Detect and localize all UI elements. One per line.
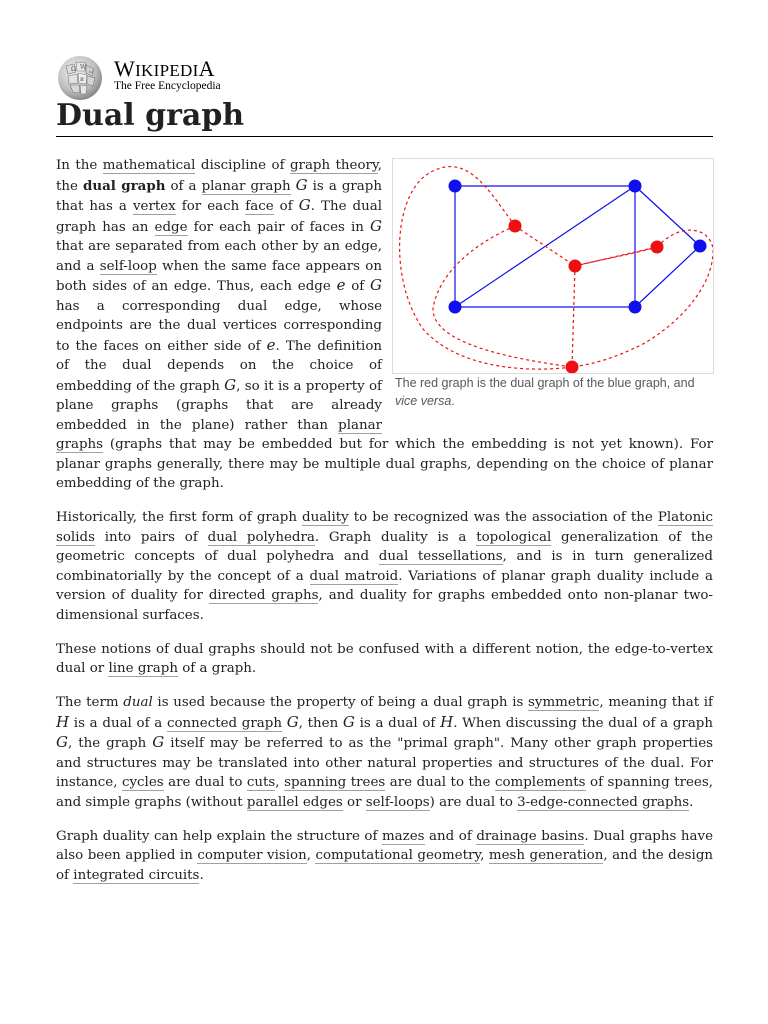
wikipedia-globe-logo-icon[interactable] [56, 54, 104, 102]
link-computer-vision[interactable]: computer vision [197, 848, 307, 863]
figure-caption: The red graph is the dual graph of the blue graph, and vice versa. [395, 376, 695, 408]
svg-text:W: W [80, 64, 87, 71]
dual-graph-figure[interactable] [392, 158, 714, 374]
svg-text:Ω: Ω [71, 66, 76, 73]
dual-vertex [509, 220, 522, 233]
figure [392, 158, 714, 410]
link-dual-polyhedra[interactable]: dual polyhedra [207, 529, 315, 545]
svg-text:и: и [80, 76, 84, 83]
link-mathematical[interactable]: mathematical [102, 158, 196, 173]
link-cycles[interactable]: cycles [121, 775, 164, 790]
paragraph-applications: Graph duality can help explain the structure of mazes and of drainage basins. Dual graphs have also been applied in computer vision, computational geometry, mesh generation, and the design of integrated circuits. [56, 828, 714, 883]
link-platonic-solids[interactable]: Platonic solids [56, 510, 714, 545]
link-topological[interactable]: topological [476, 529, 552, 545]
link-symmetric[interactable]: symmetric [528, 695, 600, 710]
paragraph-history: Historically, the first form of graph duality to be recognized was the association of the Platonic solids into pairs of dual polyhedra. Graph duality is a topological generalization of the geometric concepts of dual polyhedra and dual tessellations, and is in turn generalized combinatorially by the concept of a dual matroid. Variations of planar graph duality include a version of duality for directed graphs, and duality for graphs embedded onto non-planar two-dimensional surfaces. [56, 510, 714, 623]
primal-vertex [694, 240, 707, 253]
link-mesh-generation[interactable]: mesh generation [488, 848, 604, 863]
dual-vertex [651, 241, 664, 254]
link-self-loops[interactable]: self-loops [365, 794, 430, 810]
link-directed-graphs[interactable]: directed graphs [208, 588, 319, 603]
dual-vertex [569, 260, 582, 273]
link-face[interactable]: face [245, 199, 274, 214]
primal-vertex [629, 301, 642, 314]
paragraph-intro: In the mathematical discipline of graph theory, the dual graph of a planar graph G is a graph that has a vertex for each face of G. The dual graph has an edge for each pair of faces in G that are separated from each other by an edge, and a self-loop when the same face appears on both sides of an edge. Thus, each edge e of G has a corresponding dual edge, whose endpoints are the dual vertices corresponding to the faces on either side of e. The definition of the dual depends on the choice of embedding of the graph G, so it is a property of plane graphs (graphs that are already embedded in the plane) rather than planar graphs (graphs that may be embedded but for which the embedding is not yet known). For planar graphs generally, there may be multiple dual graphs, depending on the choice of planar embedding of the graph. [56, 158, 713, 491]
paragraph-line-graph: These notions of dual graphs should not be confused with a different notion, the edge-to-vertex dual or line graph of a graph. [56, 641, 713, 676]
link-graph-theory[interactable]: graph theory [289, 158, 378, 173]
link-drainage-basins[interactable]: drainage basins [476, 828, 585, 844]
link-cuts[interactable]: cuts [246, 775, 276, 790]
link-dual-matroid[interactable]: dual matroid [309, 568, 399, 584]
link-integrated-circuits[interactable]: integrated circuits [73, 867, 200, 883]
page-title: Dual graph [56, 96, 713, 137]
link-self-loop[interactable]: self-loop [99, 258, 157, 274]
primal-vertex [629, 180, 642, 193]
link-planar-graphs[interactable]: planar graphs [56, 417, 382, 452]
link-edge[interactable]: edge [154, 219, 188, 235]
svg-text:ω: ω [89, 69, 94, 75]
link-parallel-edges[interactable]: parallel edges [246, 794, 343, 810]
link-3-edge-connected-graphs[interactable]: 3-edge-connected graphs [517, 794, 690, 810]
site-wordmark[interactable]: WIKIPEDIA [114, 56, 215, 81]
link-vertex[interactable]: vertex [132, 199, 176, 214]
link-duality[interactable]: duality [302, 510, 349, 525]
link-mazes[interactable]: mazes [381, 828, 425, 844]
link-line-graph[interactable]: line graph [108, 661, 178, 676]
link-planar-graph[interactable]: planar graph [201, 178, 291, 194]
dual-vertex [566, 361, 579, 374]
site-header [56, 54, 256, 96]
link-connected-graph[interactable]: connected graph [166, 715, 282, 731]
site-tagline: The Free Encyclopedia [114, 80, 221, 92]
primal-vertex [449, 301, 462, 314]
link-complements[interactable]: complements [494, 775, 586, 790]
article-body [56, 156, 713, 900]
paragraph-symmetry: The term dual is used because the property of being a dual graph is symmetric, meaning that if H is a dual of a connected graph G, then G is a dual of H. When discussing the dual of a graph G, the graph G itself may be referred to as the "primal graph". Many other graph properties and structures may be translated into other natural properties and structures of the dual. For instance, cycles are dual to cuts, spanning trees are dual to the complements of spanning trees, and simple graphs (without parallel edges or self-loops) are dual to 3-edge-connected graphs. [56, 695, 713, 810]
primal-vertex [449, 180, 462, 193]
link-computational-geometry[interactable]: computational geometry [315, 848, 481, 863]
link-dual-tessellations[interactable]: dual tessellations [378, 549, 503, 564]
link-spanning-trees[interactable]: spanning trees [284, 775, 386, 790]
